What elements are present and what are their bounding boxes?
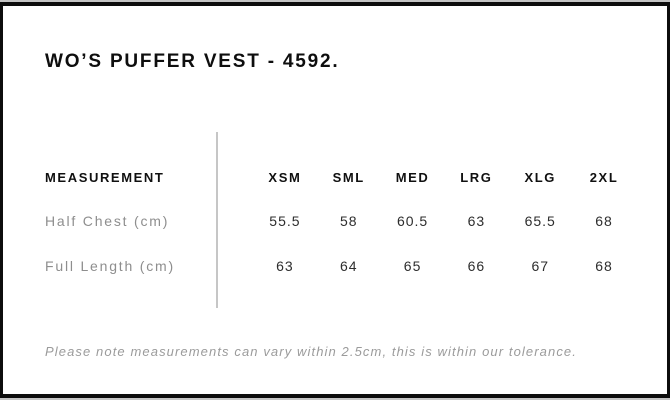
half-chest-xsm-value: 55.5 <box>269 213 301 229</box>
tolerance-note: Please note measurements can vary within 2.5cm, this is within our tolerance. <box>45 344 577 359</box>
size-header-lrg: LRG <box>460 169 493 185</box>
size-header-2xl: 2XL <box>589 169 619 185</box>
full-length-xlg-value: 67 <box>531 258 550 274</box>
full-length-med-value: 65 <box>403 258 422 274</box>
size-header-xsm: XSM <box>268 169 302 185</box>
half-chest-2xl-value: 68 <box>595 213 613 229</box>
half-chest-med-value: 60.5 <box>396 213 429 229</box>
size-header-med: MED <box>395 169 430 185</box>
table-row-full-length <box>45 256 636 276</box>
table-row-half-chest <box>45 211 636 231</box>
half-chest-xlg-value: 65.5 <box>524 213 556 229</box>
size-chart-card <box>0 2 670 398</box>
size-header-xlg: XLG <box>524 169 556 185</box>
measurement-column-header: MEASUREMENT <box>45 169 165 185</box>
full-length-xsm-value: 63 <box>276 258 294 274</box>
full-length-2xl-value: 68 <box>595 258 613 274</box>
row-label-half-chest: Half Chest (cm) <box>45 213 170 229</box>
full-length-lrg-value: 66 <box>467 258 486 274</box>
size-header-sml: SML <box>332 169 365 185</box>
row-label-full-length: Full Length (cm) <box>45 258 175 274</box>
half-chest-lrg-value: 63 <box>467 213 486 229</box>
full-length-sml-value: 64 <box>339 258 358 274</box>
half-chest-sml-value: 58 <box>339 213 358 229</box>
table-header-row <box>45 167 636 187</box>
page-title: WO’S PUFFER VEST - 4592. <box>45 51 340 72</box>
